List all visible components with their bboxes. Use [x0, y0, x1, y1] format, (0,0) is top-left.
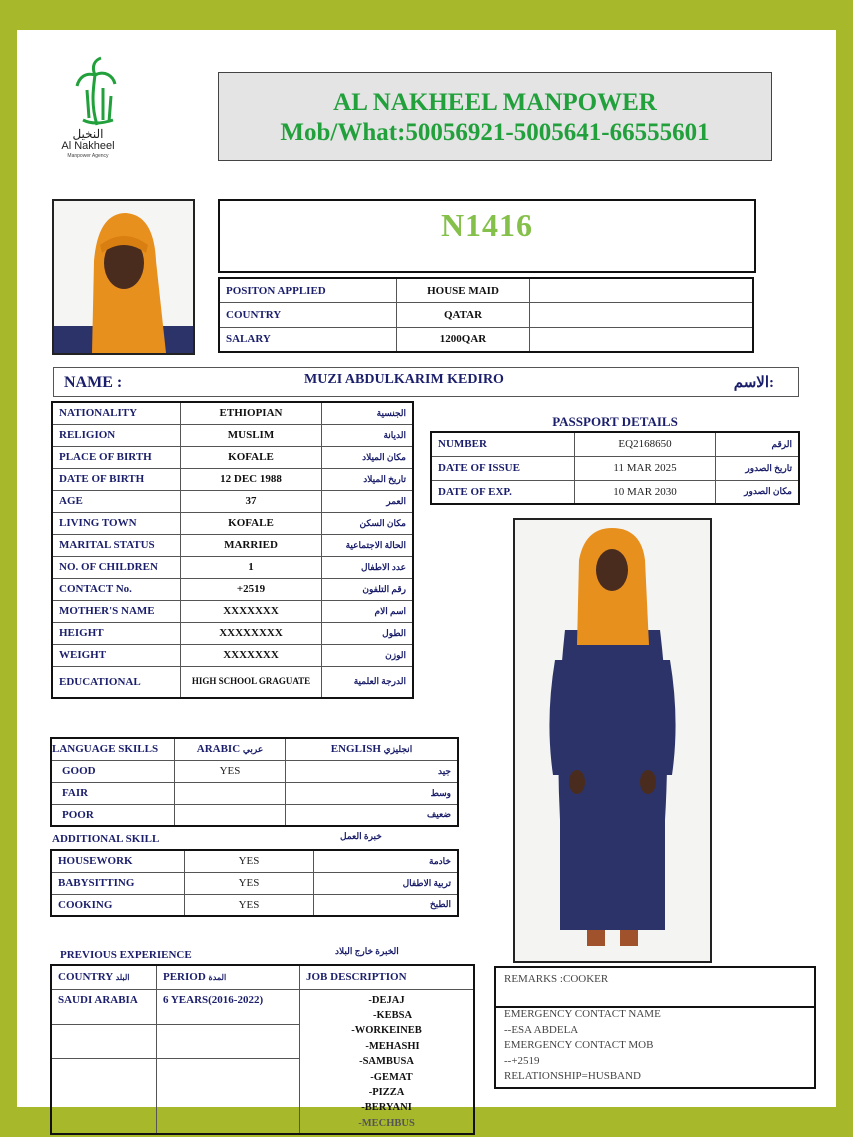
cooking-ar: الطبخ: [314, 894, 459, 916]
table-row: [52, 424, 413, 446]
remarks-box: [494, 966, 816, 1008]
exp-period-value: 6 YEARS(2016-2022): [157, 989, 300, 1024]
exp-country-header-ar: البلد: [115, 973, 130, 983]
job-item: -DEJAJ: [368, 994, 405, 1006]
arabic-header-ar: عربي: [242, 744, 264, 755]
dob-label: DATE OF BIRTH: [52, 468, 181, 490]
exp-country-header: [51, 965, 157, 989]
exp-country-header-en: COUNTRY: [58, 971, 113, 984]
ec-mob-label: EMERGENCY CONTACT MOB: [504, 1039, 654, 1051]
english-column-header: [286, 738, 459, 760]
header-banner: [218, 72, 772, 161]
table-row: [52, 402, 413, 424]
education-value: HIGH SCHOOL GRAGUATE: [181, 666, 322, 698]
education-ar: الدرجة العلمية: [322, 666, 414, 698]
position-table: [218, 277, 754, 353]
table-row: [52, 534, 413, 556]
job-item: -GEMAT: [370, 1071, 413, 1083]
position-value: HOUSE MAID: [397, 278, 530, 303]
job-item: -MEHASHI: [365, 1040, 420, 1052]
mother-ar: اسم الام: [322, 600, 414, 622]
table-row: [51, 894, 458, 916]
height-label: HEIGHT: [52, 622, 181, 644]
exp-country-value: SAUDI ARABIA: [51, 989, 157, 1024]
table-row: [51, 989, 474, 1024]
candidate-name: MUZI ABDULKARIM KEDIRO: [304, 372, 504, 387]
level-poor-ar: ضعيف: [286, 804, 459, 826]
position-label: POSITON APPLIED: [219, 278, 397, 303]
living-town-label: LIVING TOWN: [52, 512, 181, 534]
cooking-value: YES: [185, 894, 314, 916]
portrait-photo: [52, 199, 195, 355]
level-good-ar: جيد: [286, 760, 459, 782]
exp-period-header-en: PERIOD: [163, 971, 206, 984]
full-body-photo-graphic: [515, 520, 710, 961]
table-row: [51, 850, 458, 872]
living-town-ar: مكان السكن: [322, 512, 414, 534]
table-row: [52, 446, 413, 468]
table-row: [52, 556, 413, 578]
education-label: EDUCATIONAL: [52, 666, 181, 698]
children-value: 1: [181, 556, 322, 578]
dob-ar: تاريخ الميلاد: [322, 468, 414, 490]
salary-label: SALARY: [219, 327, 397, 352]
table-row: [52, 512, 413, 534]
table-row: [219, 327, 753, 352]
ec-name-value: --ESA ABDELA: [504, 1024, 579, 1036]
name-bar: [53, 367, 799, 397]
table-row: [51, 965, 474, 989]
weight-label: WEIGHT: [52, 644, 181, 666]
personal-details-table: [51, 401, 414, 699]
religion-value: MUSLIM: [181, 424, 322, 446]
table-row: [51, 738, 458, 760]
english-header-en: ENGLISH: [330, 743, 381, 756]
job-item: -MECHBUS: [358, 1117, 415, 1129]
issue-date-label: DATE OF ISSUE: [431, 456, 575, 480]
birthplace-label: PLACE OF BIRTH: [52, 446, 181, 468]
table-row: [51, 760, 458, 782]
level-fair-ar: وسط: [286, 782, 459, 804]
housework-ar: خادمة: [314, 850, 459, 872]
religion-label: RELIGION: [52, 424, 181, 446]
arabic-poor-value: [175, 804, 286, 826]
age-ar: العمر: [322, 490, 414, 512]
ec-name-label: EMERGENCY CONTACT NAME: [504, 1008, 661, 1020]
table-row: [431, 456, 799, 480]
nationality-value: ETHIOPIAN: [181, 402, 322, 424]
table-row: [431, 432, 799, 456]
country-value: QATAR: [397, 303, 530, 327]
table-row: [51, 872, 458, 894]
nationality-label: NATIONALITY: [52, 402, 181, 424]
age-label: AGE: [52, 490, 181, 512]
living-town-value: KOFALE: [181, 512, 322, 534]
table-row: [52, 622, 413, 644]
housework-value: YES: [185, 850, 314, 872]
remarks-text: REMARKS :COOKER: [504, 973, 609, 985]
level-good: GOOD: [51, 760, 175, 782]
table-row: [52, 666, 413, 698]
country-label: COUNTRY: [219, 303, 397, 327]
table-row: [51, 804, 458, 826]
arabic-column-header: [175, 738, 286, 760]
relationship-text: RELATIONSHIP=HUSBAND: [504, 1070, 641, 1082]
company-name: AL NAKHEEL MANPOWER: [333, 89, 657, 116]
additional-skill-title-ar: خبرة العمل: [340, 831, 382, 841]
name-label: NAME :: [64, 374, 123, 391]
mother-value: XXXXXXX: [181, 600, 322, 622]
religion-ar: الديانة: [322, 424, 414, 446]
contact-value: +2519: [181, 578, 322, 600]
table-row: [52, 468, 413, 490]
expiry-date-label: DATE OF EXP.: [431, 480, 575, 504]
children-ar: عدد الاطفال: [322, 556, 414, 578]
portrait-photo-graphic: [54, 201, 193, 353]
cooking-label: COOKING: [51, 894, 185, 916]
marital-value: MARRIED: [181, 534, 322, 556]
name-label-arabic: الاسم:: [733, 375, 774, 391]
passport-number-ar: الرقم: [716, 432, 800, 456]
language-skills-header: LANGUAGE SKILLS: [51, 738, 175, 760]
full-body-photo: [513, 518, 712, 963]
job-item: -BERYANI: [361, 1102, 412, 1114]
experience-table: [50, 964, 475, 1135]
table-row: [219, 303, 753, 327]
company-contact: Mob/What:50056921-5005641-66555601: [280, 119, 710, 146]
arabic-header-en: ARABIC: [196, 743, 241, 756]
babysitting-ar: تربية الاطفال: [314, 872, 459, 894]
logo-arabic-text: النخيل: [72, 127, 104, 141]
logo-subtitle: Manpower Agency: [67, 153, 109, 159]
babysitting-label: BABYSITTING: [51, 872, 185, 894]
job-description-list: [300, 989, 475, 1134]
job-item: -PIZZA: [368, 1086, 405, 1098]
expiry-date-value: 10 MAR 2030: [575, 480, 716, 504]
issue-date-value: 11 MAR 2025: [575, 456, 716, 480]
ec-mob-value: --+2519: [504, 1055, 540, 1067]
passport-number-value: EQ2168650: [575, 432, 716, 456]
housework-label: HOUSEWORK: [51, 850, 185, 872]
table-row: [431, 480, 799, 504]
birthplace-ar: مكان الميلاد: [322, 446, 414, 468]
exp-period-header-ar: المدة: [208, 973, 227, 983]
weight-ar: الوزن: [322, 644, 414, 666]
job-item: -SAMBUSA: [359, 1056, 414, 1068]
level-poor: POOR: [51, 804, 175, 826]
table-row: [52, 600, 413, 622]
reference-code: N1416: [440, 207, 534, 243]
contact-label: CONTACT No.: [52, 578, 181, 600]
dob-value: 12 DEC 1988: [181, 468, 322, 490]
table-row: [52, 490, 413, 512]
experience-title: PREVIOUS EXPERIENCE: [60, 949, 192, 961]
experience-title-ar: الخبرة خارج البلاد: [335, 946, 399, 956]
level-fair: FAIR: [51, 782, 175, 804]
babysitting-value: YES: [185, 872, 314, 894]
company-logo: [33, 30, 143, 170]
additional-skill-table: [50, 849, 459, 917]
logo-english-text: Al Nakheel: [61, 140, 115, 152]
passport-table: [430, 431, 800, 505]
issue-date-ar: تاريخ الصدور: [716, 456, 800, 480]
passport-number-label: NUMBER: [431, 432, 575, 456]
salary-value: 1200QAR: [397, 327, 530, 352]
job-item: -WORKEINEB: [351, 1025, 422, 1037]
mother-label: MOTHER'S NAME: [52, 600, 181, 622]
birthplace-value: KOFALE: [181, 446, 322, 468]
exp-job-header: JOB DESCRIPTION: [300, 965, 475, 989]
table-row: [219, 278, 753, 303]
passport-title: PASSPORT DETAILS: [552, 414, 678, 429]
additional-skill-title: ADDITIONAL SKILL: [52, 833, 160, 845]
language-table: [50, 737, 459, 827]
expiry-date-ar: مكان الصدور: [716, 480, 800, 504]
table-row: [52, 578, 413, 600]
table-row: [51, 782, 458, 804]
marital-label: MARITAL STATUS: [52, 534, 181, 556]
job-item: -KEBSA: [372, 1009, 413, 1021]
nationality-ar: الجنسية: [322, 402, 414, 424]
arabic-good-value: YES: [175, 760, 286, 782]
height-value: XXXXXXXX: [181, 622, 322, 644]
emergency-contact-box: [494, 1004, 816, 1089]
contact-ar: رقم التلفون: [322, 578, 414, 600]
arabic-fair-value: [175, 782, 286, 804]
english-header-ar: انجليزي: [383, 744, 413, 755]
exp-period-header: [157, 965, 300, 989]
weight-value: XXXXXXX: [181, 644, 322, 666]
age-value: 37: [181, 490, 322, 512]
height-ar: الطول: [322, 622, 414, 644]
table-row: [52, 644, 413, 666]
marital-ar: الحالة الاجتماعية: [322, 534, 414, 556]
reference-box: [218, 199, 756, 273]
children-label: NO. OF CHILDREN: [52, 556, 181, 578]
